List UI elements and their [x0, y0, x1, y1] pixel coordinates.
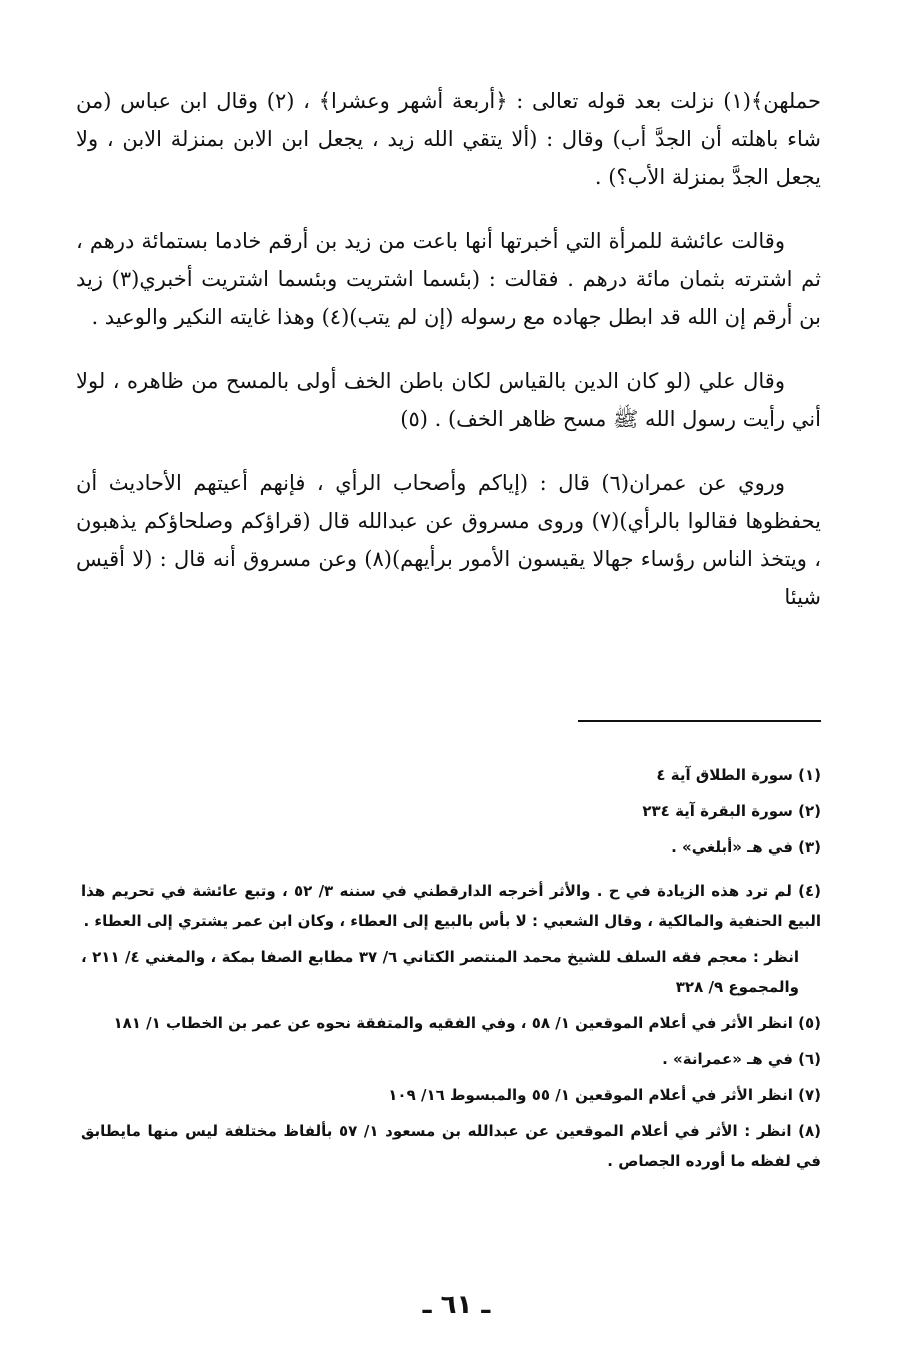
paragraph-1: حملهن﴾(١) نزلت بعد قوله تعالى : ﴿أربعة أشهر وعشرا﴾ ، (٢) وقال ابن عباس (من شاء باهلته أن الجدَّ أب) وقال : (ألا يتقي الله زيد ، يجعل ابن الابن بمنزلة الابن ، ولا يجعل الجدَّ بمنزلة الأب؟) .	[76, 89, 821, 189]
footnote-3: (٣) في هـ «أبلغي» .	[671, 838, 821, 856]
footnote-1: (١) سورة الطلاق آية ٤	[656, 766, 821, 784]
footnotes	[81, 760, 821, 1182]
paragraph-3: وقال علي (لو كان الدين بالقياس لكان باطن الخف أولى بالمسح من ظاهره ، لولا أني رأيت رسول الله ﷺ مسح ظاهر الخف) . (٥)	[76, 369, 821, 431]
page-number: ـ ٦١ ـ	[422, 1290, 491, 1320]
footnote-4-continuation: انظر : معجم فقه السلف للشيخ محمد المنتصر الكتاني ٦/ ٣٧ مطابع الصفا بمكة ، والمغني ٤/ ٢١١ ، والمجموع ٩/ ٣٢٨	[81, 948, 799, 996]
footnote-2: (٢) سورة البقرة آية ٢٣٤	[642, 802, 821, 820]
footnote-4: (٤) لم ترد هذه الزيادة في ح . والأثر أخرجه الدارقطني في سننه ٣/ ٥٢ ، وتبع عائشة في تحريم هذا البيع الحنفية والمالكية ، وقال الشعبي : لا بأس بالبيع إلى العطاء ، وكان ابن عمر يشتري إلى العطاء .	[81, 882, 821, 930]
paragraph-4: وروي عن عمران(٦) قال : (إياكم وأصحاب الرأي ، فإنهم أعيتهم الأحاديث أن يحفظوها فقالوا بالرأي)(٧) وروى مسروق عن عبدالله قال (قراؤكم وصلحاؤكم يذهبون ، ويتخذ الناس رؤساء جهالا يقيسون الأمور برأيهم)(٨) وعن مسروق أنه قال : (لا أقيس شيئا	[76, 471, 821, 609]
main-text	[76, 82, 821, 642]
footnote-8: (٨) انظر : الأثر في أعلام الموقعين عن عبدالله بن مسعود ١/ ٥٧ بألفاظ مختلفة ليس منها مايطابق في لفظه ما أورده الجصاص .	[81, 1122, 822, 1170]
footnote-separator	[578, 720, 821, 722]
footnote-5: (٥) انظر الأثر في أعلام الموقعين ١/ ٥٨ ، وفي الفقيه والمتفقة نحوه عن عمر بن الخطاب ١/ ١٨١	[113, 1014, 821, 1032]
footnote-6: (٦) في هـ «عمرانة» .	[662, 1050, 821, 1068]
footnote-7: (٧) انظر الأثر في أعلام الموقعين ١/ ٥٥ والمبسوط ١٦/ ١٠٩	[388, 1086, 821, 1104]
paragraph-2: وقالت عائشة للمرأة التي أخبرتها أنها باعت من زيد بن أرقم خادما بستمائة درهم ، ثم اشترته بثمان مائة درهم . فقالت : (بئسما اشتريت وبئسما اشتريت أخبري(٣) زيد بن أرقم إن الله قد ابطل جهاده مع رسوله (إن لم يتب)(٤) وهذا غايته النكير والوعيد .	[76, 229, 821, 329]
